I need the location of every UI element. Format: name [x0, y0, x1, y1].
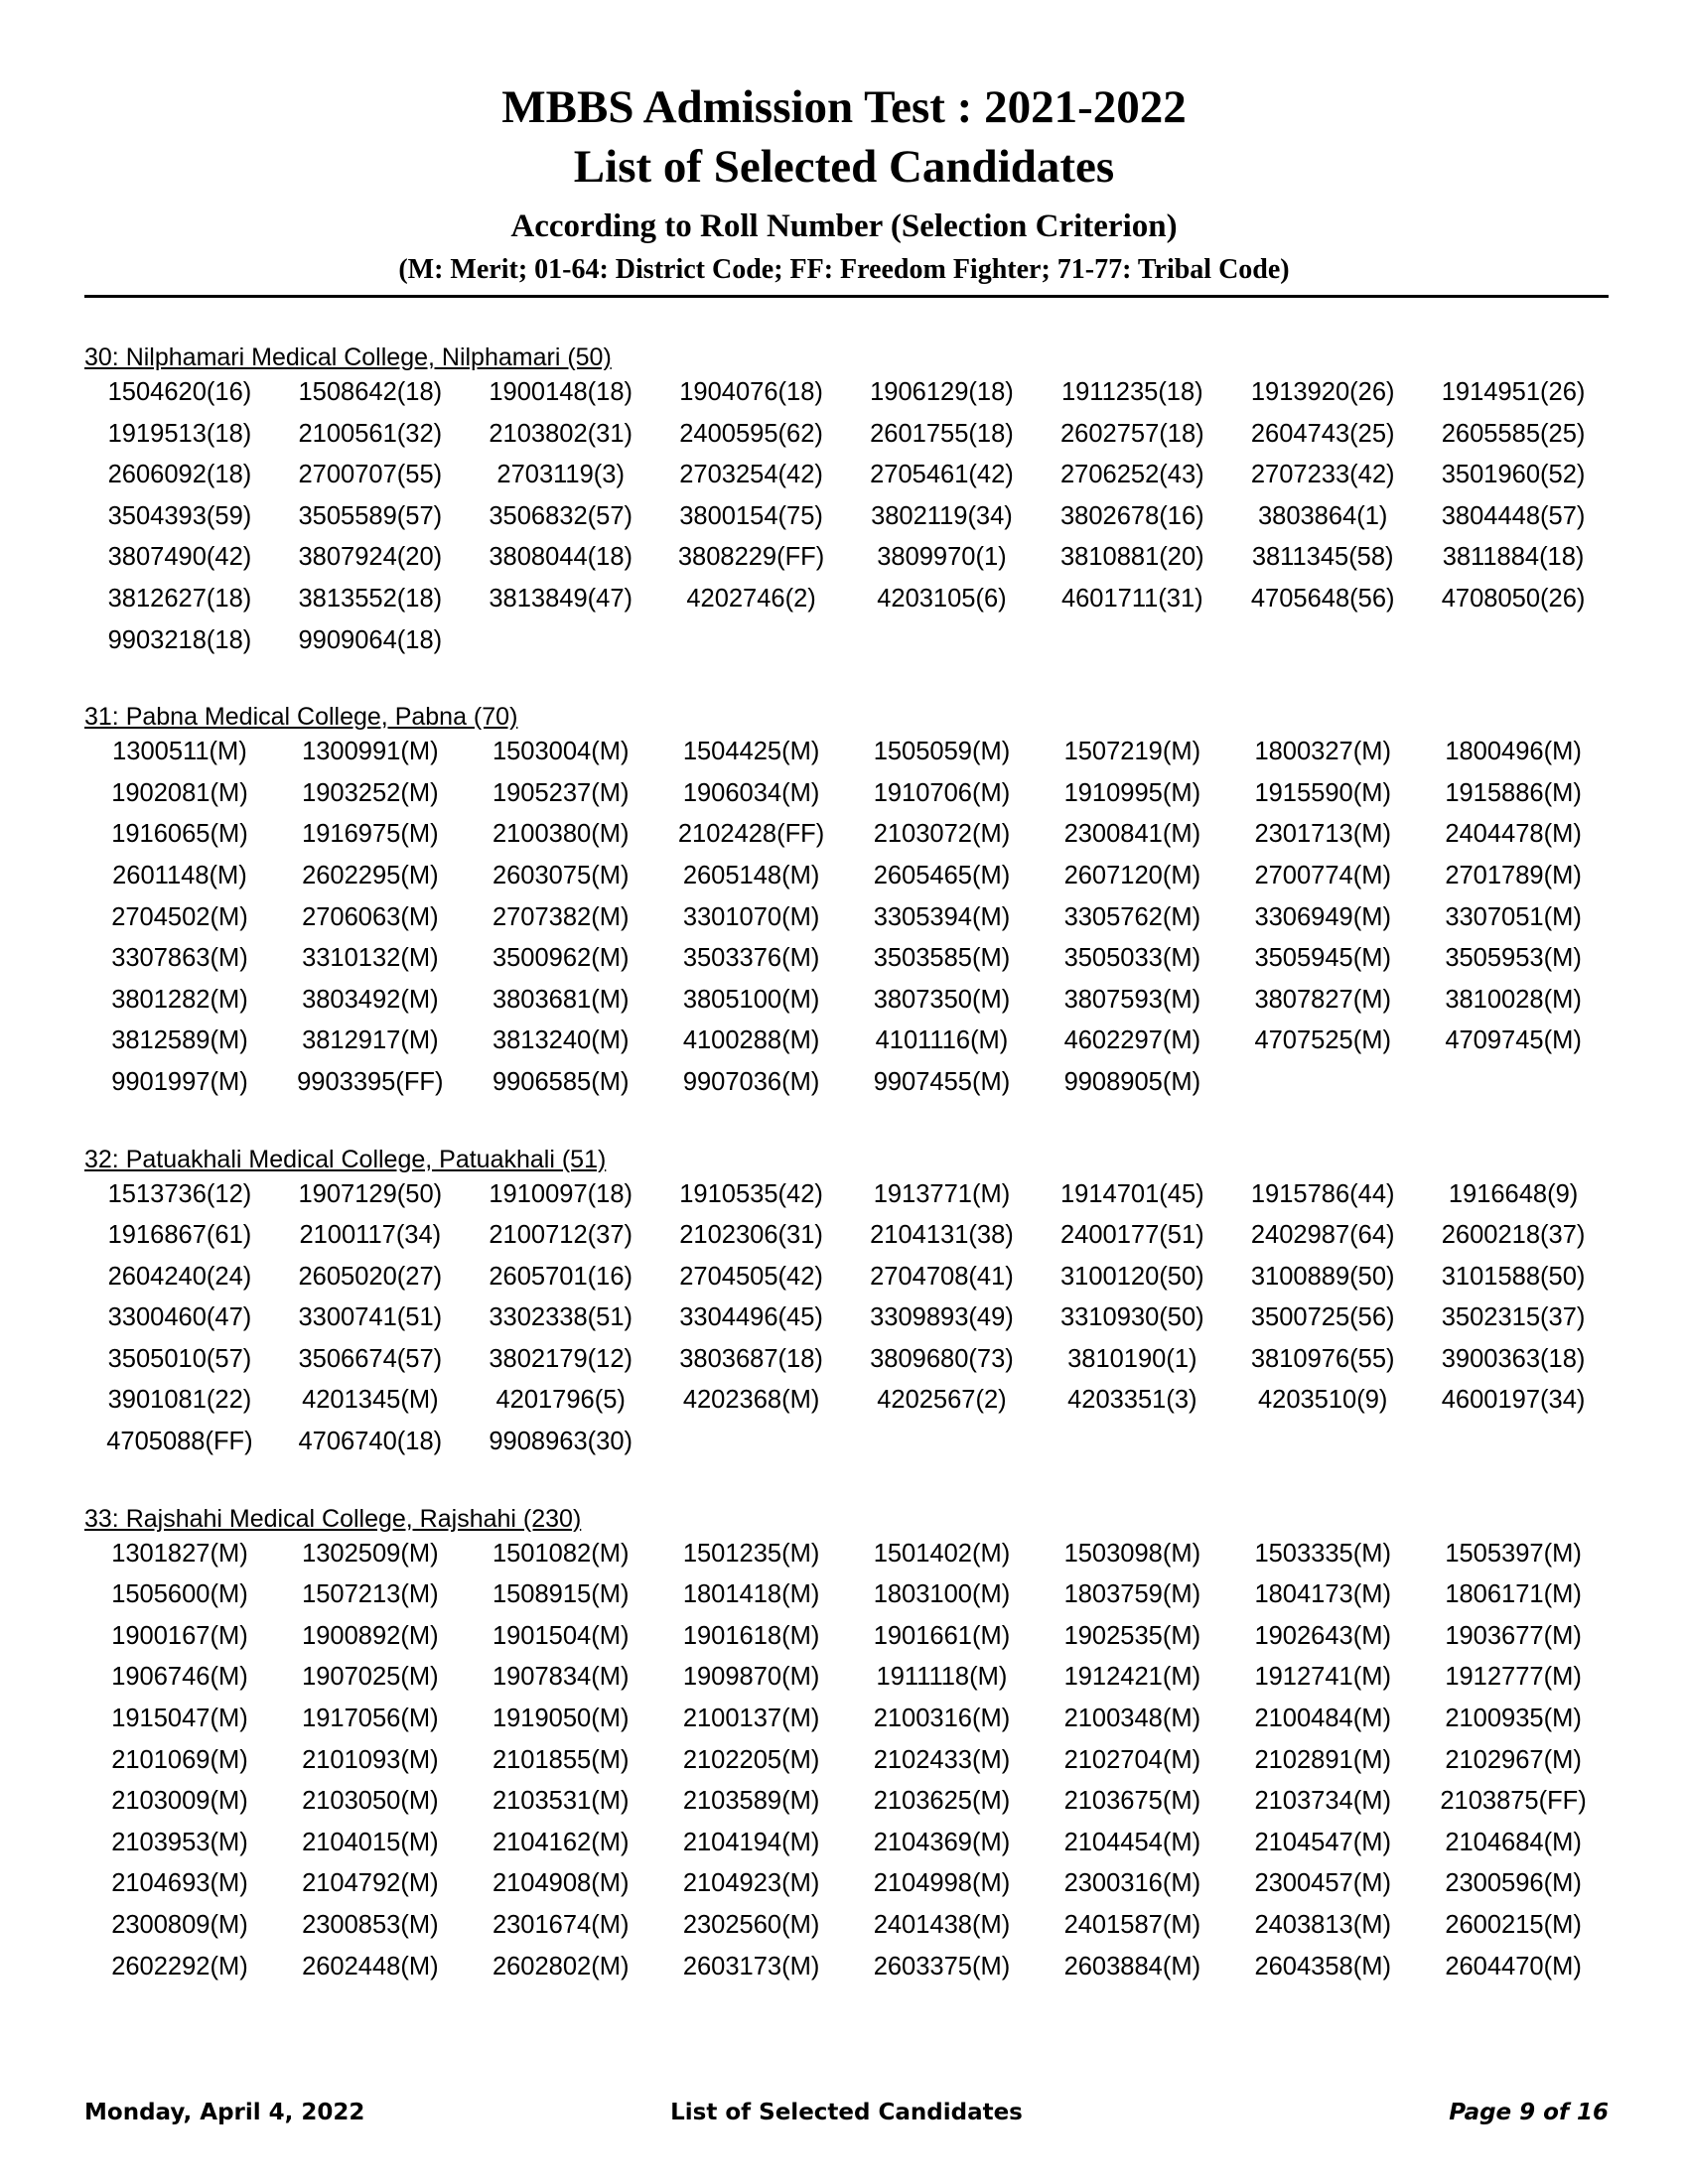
candidate-roll: 2101069(M) — [111, 1745, 248, 1774]
college-title: 32: Patuakhali Medical College, Patuakhali (51) — [84, 1145, 607, 1173]
candidate-grid — [84, 732, 1609, 1103]
candidate-roll: 2100117(34) — [299, 1221, 442, 1250]
candidate-roll: 2703254(42) — [679, 461, 823, 489]
candidate-roll: 2103953(M) — [111, 1828, 248, 1856]
candidate-roll: 3901081(22) — [107, 1386, 252, 1415]
candidate-roll: 2402987(64) — [1250, 1221, 1395, 1250]
candidate-roll: 2605020(27) — [298, 1262, 443, 1291]
candidate-roll: 3504393(59) — [107, 501, 252, 530]
candidate-roll: 9909064(18) — [298, 625, 443, 654]
document-header — [0, 77, 1688, 288]
candidate-roll: 2700774(M) — [1254, 861, 1391, 889]
candidate-list — [84, 342, 1609, 2028]
candidate-roll: 3811345(58) — [1251, 543, 1394, 572]
candidate-roll: 4709745(M) — [1445, 1026, 1582, 1055]
page-number: Page 9 of 16 — [1449, 2100, 1609, 2125]
candidate-roll: 1503098(M) — [1063, 1539, 1201, 1568]
candidate-roll: 1800327(M) — [1254, 738, 1391, 766]
candidate-roll: 3810190(1) — [1067, 1344, 1197, 1373]
candidate-roll: 1803100(M) — [873, 1580, 1011, 1609]
candidate-roll: 2104923(M) — [682, 1869, 820, 1898]
candidate-roll: 2403813(M) — [1254, 1911, 1391, 1939]
candidate-roll: 2100561(32) — [298, 419, 443, 448]
candidate-roll: 1800496(M) — [1445, 738, 1582, 766]
candidate-roll: 3809970(1) — [877, 543, 1007, 572]
candidate-roll: 4602297(M) — [1063, 1026, 1201, 1055]
candidate-roll: 2104369(M) — [873, 1828, 1011, 1856]
document-title: MBBS Admission Test : 2021-2022 — [501, 81, 1187, 133]
candidate-roll: 1911118(M) — [876, 1663, 1008, 1692]
candidate-roll: 3505010(57) — [107, 1344, 252, 1373]
candidate-roll: 2300316(M) — [1063, 1869, 1201, 1898]
candidate-roll: 1300991(M) — [302, 738, 439, 766]
candidate-roll: 2603075(M) — [492, 861, 630, 889]
candidate-roll: 3807490(42) — [107, 543, 252, 572]
candidate-roll: 3500962(M) — [492, 944, 630, 973]
candidate-roll: 9906585(M) — [492, 1067, 630, 1096]
candidate-roll: 1915047(M) — [111, 1705, 248, 1733]
candidate-roll: 2300809(M) — [111, 1911, 248, 1939]
candidate-roll: 2607120(M) — [1063, 861, 1201, 889]
candidate-roll: 3306949(M) — [1254, 902, 1391, 931]
candidate-roll: 9907036(M) — [682, 1067, 820, 1096]
candidate-roll: 3807924(20) — [298, 543, 443, 572]
candidate-roll: 4708050(26) — [1441, 584, 1586, 613]
candidate-roll: 3307051(M) — [1445, 902, 1582, 931]
candidate-roll: 3309893(49) — [870, 1303, 1014, 1332]
candidate-roll: 2603173(M) — [682, 1952, 820, 1980]
candidate-roll: 3810976(55) — [1250, 1344, 1395, 1373]
candidate-roll: 2100137(M) — [682, 1705, 820, 1733]
candidate-roll: 2104908(M) — [492, 1869, 630, 1898]
candidate-roll: 1915590(M) — [1254, 778, 1391, 807]
footer-title: List of Selected Candidates — [670, 2100, 1023, 2125]
candidate-roll: 3800154(75) — [679, 501, 823, 530]
candidate-roll: 1901661(M) — [873, 1621, 1011, 1650]
candidate-roll: 3900363(18) — [1441, 1344, 1586, 1373]
candidate-roll: 3505033(M) — [1063, 944, 1201, 973]
candidate-roll: 4203351(3) — [1067, 1386, 1197, 1415]
candidate-roll: 1906129(18) — [870, 378, 1014, 406]
candidate-roll: 2604358(M) — [1254, 1952, 1391, 1980]
candidate-roll: 1912777(M) — [1445, 1663, 1582, 1692]
candidate-roll: 2103589(M) — [682, 1787, 820, 1816]
candidate-roll: 2100380(M) — [492, 820, 630, 849]
candidate-roll: 2707233(42) — [1250, 461, 1395, 489]
candidate-roll: 1915886(M) — [1445, 778, 1582, 807]
college-title: 30: Nilphamari Medical College, Nilphamari (50) — [84, 343, 612, 371]
candidate-roll: 3813240(M) — [492, 1026, 630, 1055]
candidate-roll: 3812627(18) — [107, 584, 252, 613]
candidate-roll: 2101855(M) — [492, 1745, 630, 1774]
candidate-roll: 1910995(M) — [1063, 778, 1201, 807]
document-title-line2: List of Selected Candidates — [573, 141, 1115, 193]
candidate-roll: 1513736(12) — [107, 1179, 252, 1208]
candidate-roll: 1501235(M) — [682, 1539, 820, 1568]
candidate-roll: 9903218(18) — [107, 625, 252, 654]
candidate-roll: 2103072(M) — [873, 820, 1011, 849]
candidate-roll: 1907129(50) — [298, 1179, 443, 1208]
candidate-roll: 2704502(M) — [111, 902, 248, 931]
candidate-roll: 2103531(M) — [492, 1787, 630, 1816]
candidate-roll: 2300841(M) — [1063, 820, 1201, 849]
candidate-roll: 3502315(37) — [1441, 1303, 1586, 1332]
candidate-roll: 3811884(18) — [1442, 543, 1585, 572]
candidate-roll: 1911235(18) — [1060, 378, 1203, 406]
candidate-roll: 2102704(M) — [1063, 1745, 1201, 1774]
candidate-roll: 1505059(M) — [873, 738, 1011, 766]
candidate-roll: 4705088(FF) — [106, 1428, 253, 1456]
candidate-roll: 4101116(M) — [875, 1026, 1009, 1055]
candidate-roll: 3813849(47) — [489, 584, 633, 613]
candidate-roll: 4203105(6) — [877, 584, 1007, 613]
candidate-roll: 1902535(M) — [1063, 1621, 1201, 1650]
header-divider — [84, 295, 1609, 298]
college-section — [84, 1504, 1609, 1988]
candidate-roll: 2602292(M) — [111, 1952, 248, 1980]
candidate-roll: 9903395(FF) — [297, 1067, 444, 1096]
candidate-roll: 1801418(M) — [682, 1580, 820, 1609]
candidate-roll: 4706740(18) — [298, 1428, 443, 1456]
candidate-roll: 2301674(M) — [492, 1911, 630, 1939]
candidate-roll: 1916648(9) — [1448, 1179, 1579, 1208]
candidate-roll: 2300596(M) — [1445, 1869, 1582, 1898]
candidate-roll: 2401438(M) — [873, 1911, 1011, 1939]
candidate-roll: 1501082(M) — [492, 1539, 630, 1568]
college-title: 33: Rajshahi Medical College, Rajshahi (230) — [84, 1504, 582, 1533]
candidate-roll: 3505953(M) — [1445, 944, 1582, 973]
candidate-roll: 1919513(18) — [107, 419, 252, 448]
candidate-roll: 1906034(M) — [682, 778, 820, 807]
candidate-roll: 3305394(M) — [873, 902, 1011, 931]
candidate-roll: 2701789(M) — [1445, 861, 1582, 889]
candidate-roll: 2104131(38) — [870, 1221, 1014, 1250]
candidate-roll: 2703119(3) — [496, 461, 625, 489]
candidate-roll: 1905237(M) — [492, 778, 630, 807]
college-title: 31: Pabna Medical College, Pabna (70) — [84, 703, 518, 732]
code-legend: (M: Merit; 01-64: District Code; FF: Freedom Fighter; 71-77: Tribal Code) — [398, 254, 1290, 285]
candidate-roll: 1301827(M) — [111, 1539, 248, 1568]
candidate-roll: 9907455(M) — [873, 1067, 1011, 1096]
candidate-roll: 2604240(24) — [107, 1262, 252, 1291]
candidate-roll: 2103675(M) — [1063, 1787, 1201, 1816]
candidate-roll: 1501402(M) — [873, 1539, 1011, 1568]
candidate-roll: 1902081(M) — [111, 778, 248, 807]
candidate-roll: 2601148(M) — [112, 861, 247, 889]
candidate-roll: 3803492(M) — [302, 985, 439, 1014]
candidate-roll: 4203510(9) — [1257, 1386, 1388, 1415]
candidate-roll: 2605148(M) — [682, 861, 820, 889]
candidate-roll: 1505397(M) — [1445, 1539, 1582, 1568]
candidate-roll: 4707525(M) — [1254, 1026, 1391, 1055]
candidate-roll: 2704505(42) — [679, 1262, 823, 1291]
candidate-roll: 2605585(25) — [1441, 419, 1586, 448]
candidate-roll: 3807350(M) — [873, 985, 1011, 1014]
candidate-roll: 2601755(18) — [870, 419, 1014, 448]
candidate-roll: 2103050(M) — [302, 1787, 439, 1816]
candidate-grid — [84, 1174, 1609, 1463]
candidate-roll: 3810881(20) — [1060, 543, 1204, 572]
candidate-roll: 2602757(18) — [1060, 419, 1204, 448]
candidate-roll: 2102306(31) — [679, 1221, 823, 1250]
candidate-roll: 1900892(M) — [302, 1621, 439, 1650]
candidate-roll: 4600197(34) — [1441, 1386, 1586, 1415]
candidate-roll: 1903252(M) — [302, 778, 439, 807]
candidate-roll: 2600218(37) — [1441, 1221, 1586, 1250]
candidate-roll: 1804173(M) — [1254, 1580, 1391, 1609]
candidate-roll: 2705461(42) — [870, 461, 1014, 489]
candidate-roll: 2104194(M) — [682, 1828, 820, 1856]
candidate-roll: 2606092(18) — [107, 461, 252, 489]
candidate-roll: 2602295(M) — [302, 861, 439, 889]
candidate-roll: 3803864(1) — [1257, 501, 1388, 530]
candidate-roll: 3506832(57) — [489, 501, 633, 530]
candidate-roll: 3812589(M) — [111, 1026, 248, 1055]
candidate-roll: 2603884(M) — [1063, 1952, 1201, 1980]
candidate-roll: 9908905(M) — [1063, 1067, 1201, 1096]
candidate-roll: 1507213(M) — [302, 1580, 439, 1609]
candidate-roll: 2302560(M) — [682, 1911, 820, 1939]
candidate-roll: 1914951(26) — [1441, 378, 1586, 406]
candidate-roll: 1910706(M) — [873, 778, 1011, 807]
candidate-roll: 1910097(18) — [489, 1179, 633, 1208]
candidate-roll: 3307863(M) — [111, 944, 248, 973]
candidate-roll: 1503335(M) — [1254, 1539, 1391, 1568]
candidate-roll: 9901997(M) — [111, 1067, 248, 1096]
candidate-roll: 2104998(M) — [873, 1869, 1011, 1898]
candidate-roll: 4201345(M) — [302, 1386, 439, 1415]
page-footer — [84, 2095, 1609, 2130]
candidate-roll: 2604743(25) — [1250, 419, 1395, 448]
candidate-roll: 4100288(M) — [682, 1026, 820, 1055]
candidate-roll: 2103009(M) — [111, 1787, 248, 1816]
candidate-roll: 4202368(M) — [682, 1386, 820, 1415]
candidate-roll: 3801282(M) — [111, 985, 248, 1014]
candidate-roll: 1900167(M) — [111, 1621, 248, 1650]
candidate-roll: 1912421(M) — [1063, 1663, 1201, 1692]
candidate-roll: 3808229(FF) — [677, 543, 825, 572]
candidate-roll: 1916065(M) — [111, 820, 248, 849]
candidate-roll: 3804448(57) — [1441, 501, 1586, 530]
candidate-roll: 2707382(M) — [492, 902, 630, 931]
candidate-roll: 3100889(50) — [1250, 1262, 1395, 1291]
candidate-roll: 2400595(62) — [679, 419, 823, 448]
candidate-roll: 1914701(45) — [1060, 1179, 1204, 1208]
candidate-roll: 1910535(42) — [679, 1179, 823, 1208]
candidate-roll: 2104547(M) — [1254, 1828, 1391, 1856]
candidate-roll: 1913920(26) — [1250, 378, 1395, 406]
candidate-roll: 4202746(2) — [686, 584, 816, 613]
candidate-roll: 2102891(M) — [1254, 1745, 1391, 1774]
candidate-roll: 2100484(M) — [1254, 1705, 1391, 1733]
candidate-roll: 1504425(M) — [682, 738, 820, 766]
candidate-roll: 1508915(M) — [492, 1580, 630, 1609]
candidate-roll: 2104162(M) — [492, 1828, 630, 1856]
candidate-roll: 1904076(18) — [679, 378, 823, 406]
candidate-roll: 3304496(45) — [679, 1303, 823, 1332]
candidate-roll: 3802119(34) — [871, 501, 1013, 530]
candidate-roll: 1300511(M) — [112, 738, 247, 766]
candidate-roll: 2604470(M) — [1445, 1952, 1582, 1980]
candidate-roll: 1917056(M) — [302, 1705, 439, 1733]
candidate-roll: 2401587(M) — [1063, 1911, 1201, 1939]
candidate-roll: 2602448(M) — [302, 1952, 439, 1980]
candidate-roll: 1916975(M) — [302, 820, 439, 849]
candidate-roll: 2102433(M) — [873, 1745, 1011, 1774]
candidate-roll: 3805100(M) — [682, 985, 820, 1014]
candidate-roll: 4705648(56) — [1250, 584, 1395, 613]
candidate-roll: 1913771(M) — [873, 1179, 1011, 1208]
candidate-roll: 1901504(M) — [492, 1621, 630, 1650]
candidate-roll: 1503004(M) — [492, 738, 630, 766]
candidate-roll: 1902643(M) — [1254, 1621, 1391, 1650]
candidate-roll: 3505945(M) — [1254, 944, 1391, 973]
candidate-roll: 2100348(M) — [1063, 1705, 1201, 1733]
candidate-roll: 3500725(56) — [1250, 1303, 1395, 1332]
candidate-roll: 3813552(18) — [298, 584, 443, 613]
candidate-roll: 2400177(51) — [1060, 1221, 1204, 1250]
candidate-roll: 2603375(M) — [873, 1952, 1011, 1980]
candidate-roll: 1916867(61) — [107, 1221, 252, 1250]
candidate-roll: 2706252(43) — [1060, 461, 1204, 489]
candidate-roll: 2300457(M) — [1254, 1869, 1391, 1898]
college-section — [84, 342, 1609, 661]
candidate-roll: 2102205(M) — [682, 1745, 820, 1774]
candidate-roll: 2100712(37) — [489, 1221, 633, 1250]
candidate-roll: 3807593(M) — [1063, 985, 1201, 1014]
candidate-roll: 1302509(M) — [302, 1539, 439, 1568]
candidate-roll: 1504620(16) — [107, 378, 252, 406]
candidate-roll: 3300741(51) — [298, 1303, 443, 1332]
candidate-roll: 2103875(FF) — [1440, 1787, 1587, 1816]
candidate-roll: 3100120(50) — [1060, 1262, 1204, 1291]
candidate-roll: 3305762(M) — [1063, 902, 1201, 931]
candidate-roll: 1508642(18) — [298, 378, 443, 406]
candidate-roll: 3807827(M) — [1254, 985, 1391, 1014]
candidate-roll: 2602802(M) — [492, 1952, 630, 1980]
candidate-roll: 1909870(M) — [682, 1663, 820, 1692]
candidate-roll: 1912741(M) — [1254, 1663, 1391, 1692]
candidate-grid — [84, 372, 1609, 661]
candidate-roll: 9908963(30) — [489, 1428, 633, 1456]
candidate-roll: 2100316(M) — [873, 1705, 1011, 1733]
candidate-roll: 1919050(M) — [492, 1705, 630, 1733]
candidate-roll: 2103734(M) — [1254, 1787, 1391, 1816]
candidate-roll: 3803687(18) — [679, 1344, 823, 1373]
candidate-roll: 2704708(41) — [870, 1262, 1014, 1291]
candidate-roll: 4201796(5) — [495, 1386, 626, 1415]
candidate-roll: 3302338(51) — [489, 1303, 633, 1332]
candidate-roll: 3810028(M) — [1445, 985, 1582, 1014]
candidate-roll: 1505600(M) — [111, 1580, 248, 1609]
document-subtitle: According to Roll Number (Selection Criterion) — [510, 208, 1178, 244]
candidate-roll: 3809680(73) — [870, 1344, 1014, 1373]
candidate-roll: 1907025(M) — [302, 1663, 439, 1692]
candidate-roll: 2104792(M) — [302, 1869, 439, 1898]
candidate-roll: 3802678(16) — [1060, 501, 1204, 530]
candidate-roll: 3503585(M) — [873, 944, 1011, 973]
footer-date: Monday, April 4, 2022 — [84, 2100, 365, 2125]
candidate-roll: 2100935(M) — [1445, 1705, 1582, 1733]
candidate-roll: 2104454(M) — [1063, 1828, 1201, 1856]
college-section — [84, 702, 1609, 1103]
candidate-roll: 2103802(31) — [489, 419, 633, 448]
candidate-roll: 2300853(M) — [302, 1911, 439, 1939]
candidate-roll: 2104015(M) — [302, 1828, 439, 1856]
candidate-roll: 2103625(M) — [873, 1787, 1011, 1816]
candidate-roll: 2102967(M) — [1445, 1745, 1582, 1774]
candidate-roll: 2706063(M) — [302, 902, 439, 931]
candidate-grid — [84, 1534, 1609, 1988]
candidate-roll: 2605701(16) — [489, 1262, 633, 1291]
candidate-roll: 3812917(M) — [302, 1026, 439, 1055]
college-section — [84, 1145, 1609, 1463]
candidate-roll: 2700707(55) — [298, 461, 443, 489]
candidate-roll: 2104684(M) — [1445, 1828, 1582, 1856]
candidate-roll: 3506674(57) — [298, 1344, 443, 1373]
candidate-roll: 2605465(M) — [873, 861, 1011, 889]
candidate-roll: 2101093(M) — [302, 1745, 439, 1774]
candidate-roll: 1900148(18) — [489, 378, 633, 406]
candidate-roll: 3300460(47) — [107, 1303, 252, 1332]
candidate-roll: 3808044(18) — [489, 543, 633, 572]
candidate-roll: 2104693(M) — [111, 1869, 248, 1898]
candidate-roll: 2600215(M) — [1445, 1911, 1582, 1939]
candidate-roll: 2404478(M) — [1445, 820, 1582, 849]
candidate-roll: 1806171(M) — [1445, 1580, 1582, 1609]
candidate-roll: 4601711(31) — [1060, 584, 1203, 613]
candidate-roll: 1507219(M) — [1063, 738, 1201, 766]
candidate-roll: 3501960(52) — [1441, 461, 1586, 489]
candidate-roll: 3505589(57) — [298, 501, 443, 530]
candidate-roll: 3802179(12) — [489, 1344, 633, 1373]
candidate-roll: 4202567(2) — [877, 1386, 1007, 1415]
candidate-roll: 3301070(M) — [682, 902, 820, 931]
candidate-roll: 3101588(50) — [1441, 1262, 1586, 1291]
candidate-roll: 2102428(FF) — [677, 820, 825, 849]
candidate-roll: 2301713(M) — [1254, 820, 1391, 849]
candidate-roll: 1903677(M) — [1445, 1621, 1582, 1650]
candidate-roll: 1915786(44) — [1250, 1179, 1395, 1208]
candidate-roll: 1907834(M) — [492, 1663, 630, 1692]
candidate-roll: 3803681(M) — [492, 985, 630, 1014]
candidate-roll: 3310930(50) — [1060, 1303, 1204, 1332]
candidate-roll: 3503376(M) — [682, 944, 820, 973]
candidate-roll: 1906746(M) — [111, 1663, 248, 1692]
candidate-roll: 1901618(M) — [682, 1621, 820, 1650]
candidate-roll: 1803759(M) — [1063, 1580, 1201, 1609]
candidate-roll: 3310132(M) — [302, 944, 439, 973]
